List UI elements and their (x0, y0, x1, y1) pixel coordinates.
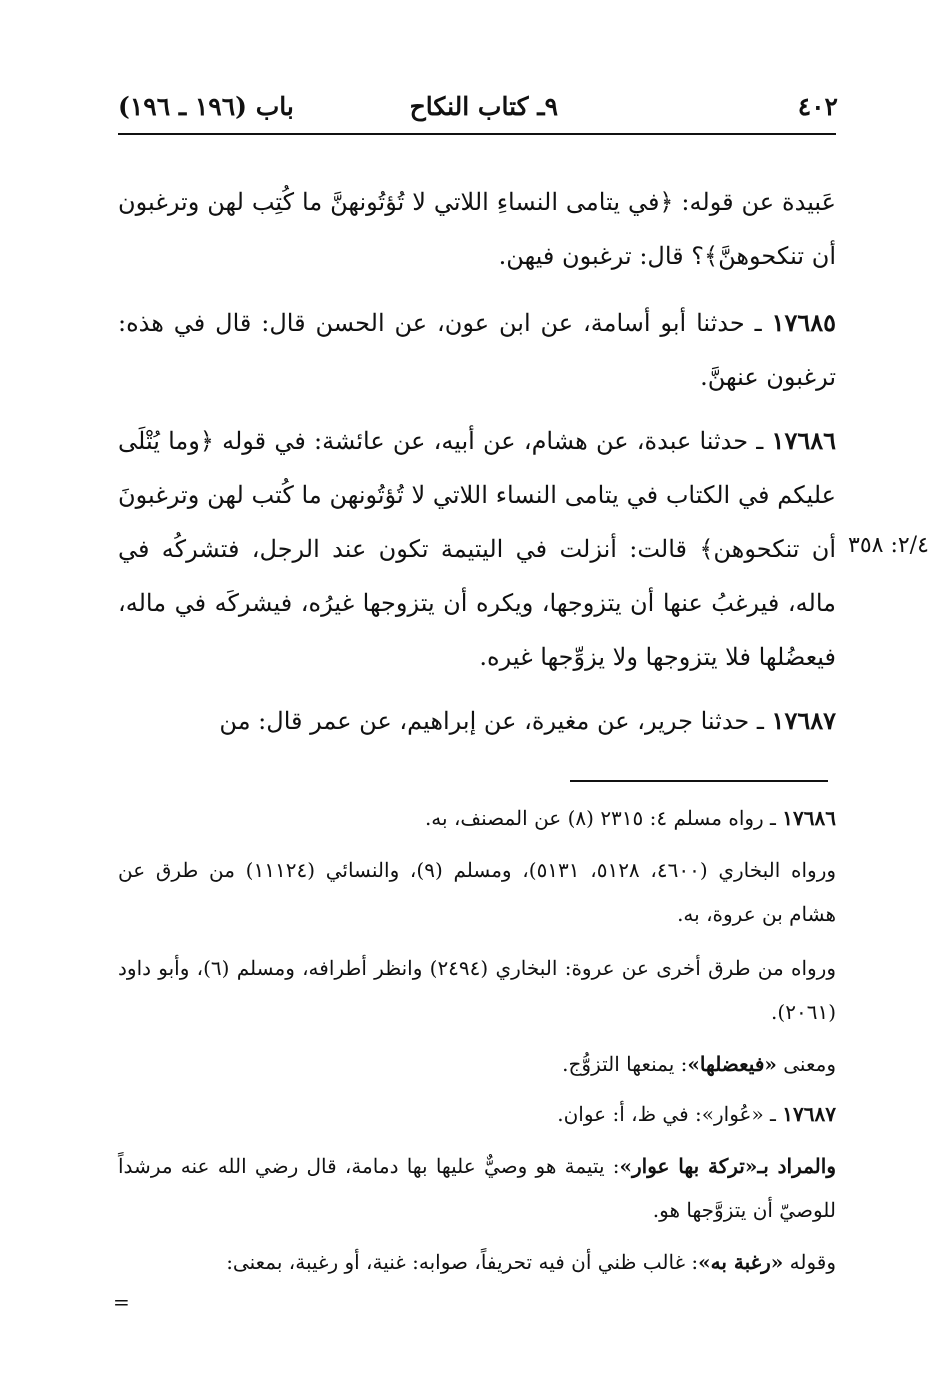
hadith-17685 (118, 296, 836, 404)
footnote-3 (118, 946, 836, 1034)
hadith-number: ١٧٦٨٧ (771, 706, 836, 735)
hadith-number: ١٧٦٨٥ (771, 308, 837, 337)
hadith-text: ـ حدثنا جرير، عن مغيرة، عن إبراهيم، عن عمر قال: من (219, 707, 772, 735)
footnote-text: ـ رواه مسلم ٤: ٢٣١٥ (٨) عن المصنف، به. (424, 806, 783, 830)
margin-reference: ٢/٤: ٣٥٨ (848, 533, 929, 558)
footnote-text: : يتيمة هو وصيٌّ عليها بها دمامة، قال رضي الله عنه مرشداً للوصيّ أن يتزوَّجها هو. (118, 1154, 836, 1222)
footnote-6 (118, 1144, 836, 1232)
footnote-text: : غالب ظني أن فيه تحريفاً، صوابه: غنية، أو رغيبة، بمعنى: (226, 1250, 699, 1274)
footnote-2 (118, 848, 836, 936)
footnote-number: ١٧٦٨٦ (782, 806, 836, 830)
hadith-number: ١٧٦٨٦ (771, 426, 836, 455)
continuation-mark: = (113, 1290, 130, 1314)
header-rule (118, 133, 836, 135)
footnote-text: وقوله (783, 1250, 836, 1274)
footnote-term: والمراد بـ«تركة بها عوار» (619, 1154, 836, 1178)
footnote-text: ومعنى (776, 1052, 836, 1076)
page-number: ٤٠٢ (797, 92, 838, 121)
footnote-text: ورواه البخاري (٤٦٠٠، ٥١٢٨، ٥١٣١)، ومسلم (٩)، والنسائي (١١١٢٤) من طرق عن هشام بن عروة، به. (118, 858, 837, 926)
page-header (118, 92, 838, 132)
footnote-term: «رغبة به» (698, 1250, 784, 1274)
footnote-text: ورواه من طرق أخرى عن عروة: البخاري (٢٤٩٤) وانظر أطرافه، ومسلم (٦)، وأبو داود (٢٠٦١). (118, 956, 836, 1024)
paragraph-1 (118, 175, 836, 283)
paragraph-1-text: عَبيدة عن قوله: ﴿في يتامى النساءِ اللاتي لا تُؤتُونهنَّ ما كُتِب لهن وترغبون أن تنكحوهنَّ﴾؟ قال: ترغبون فيهن. (118, 188, 836, 270)
hadith-text: ـ حدثنا أبو أسامة، عن ابن عون، عن الحسن قال: قال في هذه: ترغبون عنهنَّ. (118, 309, 836, 391)
footnote-1 (118, 796, 836, 840)
chapter-range: باب (١٩٦ ـ ١٩٦) (118, 92, 294, 121)
footnote-number: ١٧٦٨٧ (782, 1102, 836, 1126)
hadith-17687 (118, 694, 836, 748)
footnote-term: «فيعضلها» (687, 1052, 777, 1076)
footnote-7 (118, 1240, 836, 1284)
hadith-17686 (118, 414, 836, 684)
footnote-text: : يمنعها التزوُّج. (562, 1052, 688, 1076)
book-title: ٩ـ كتاب النكاح (409, 92, 558, 121)
footnote-4 (118, 1042, 836, 1086)
footnote-separator (570, 780, 828, 782)
hadith-text: ـ حدثنا عبدة، عن هشام، عن أبيه، عن عائشة: في قوله ﴿وما يُتْلَى عليكم في الكتاب في يتامى النساء اللاتي لا تُؤتُونهن ما كُتب لهن وترغبونَ أن تنكحوهن﴾ قالت: أنزلت في اليتيمة تكون عند الرجل، فتشركُه في ماله، فيرغبُ عنها أن يتزوجها، ويكره أن يتزوجها غيرُه، فيشركَه في ماله، فيعضُلها فلا يتزوجها ولا يزوِّجها غيره. (118, 427, 836, 671)
footnote-5 (118, 1092, 836, 1136)
footnote-text: ـ «عُوار»: في ظ، أ: عوان. (557, 1102, 783, 1126)
